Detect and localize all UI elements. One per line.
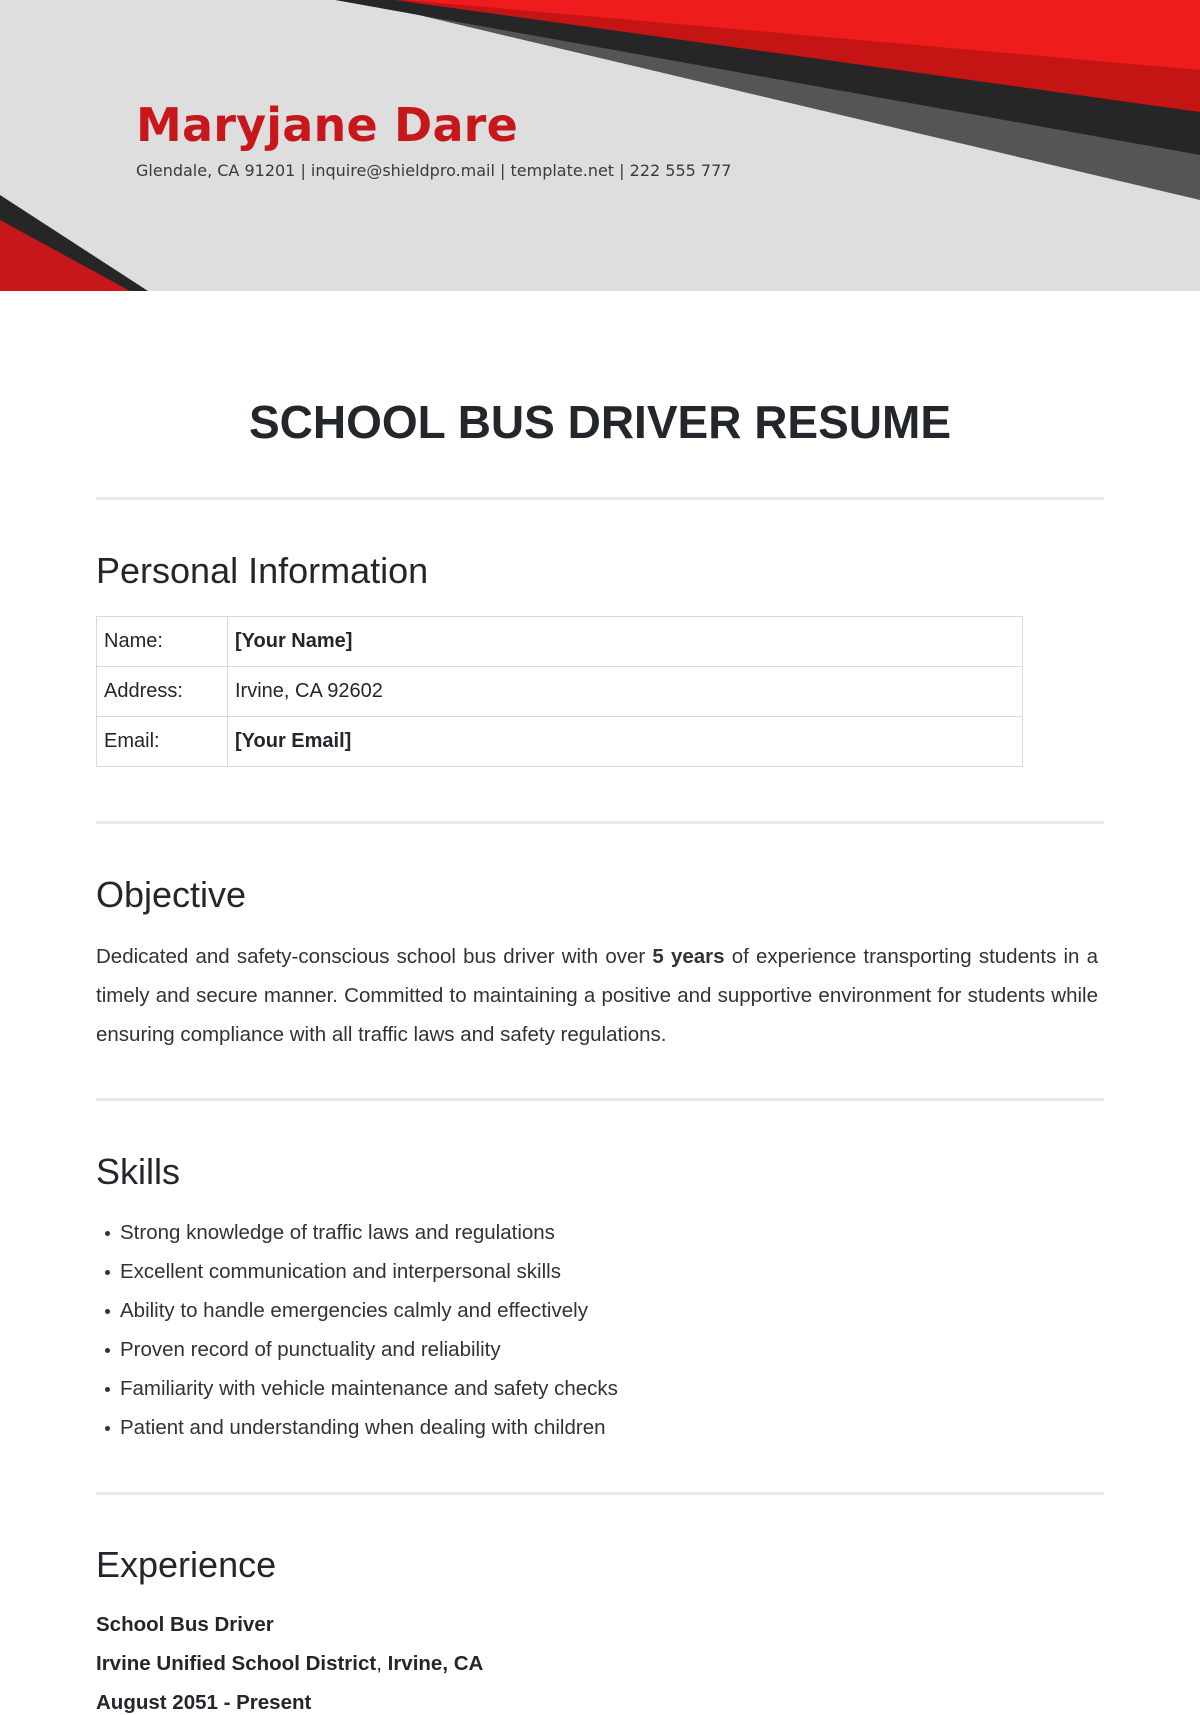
divider [96,1098,1104,1101]
list-item: Proven record of punctuality and reliability [96,1330,1096,1369]
experience-heading: Experience [96,1544,277,1585]
list-item: Strong knowledge of traffic laws and regulations [96,1213,1096,1252]
employer-location: Irvine, CA [387,1652,484,1675]
objective-highlight: 5 years [652,945,725,968]
address-value: Irvine, CA 92602 [228,667,1023,717]
personal-info-table [96,616,1023,767]
address-label: Address: [97,667,228,717]
skills-heading: Skills [96,1151,181,1192]
list-item: Patient and understanding when dealing with children [96,1408,1096,1447]
employer-separator: , [376,1652,388,1675]
objective-text-start: Dedicated and safety-conscious school bus driver with over [96,945,653,968]
name-value: [Your Name] [228,617,1023,667]
job-title: School Bus Driver [96,1613,274,1636]
divider [96,821,1104,824]
job-dates: August 2051 - Present [96,1691,312,1714]
email-label: Email: [97,717,228,767]
objective-text [96,937,1098,1054]
divider [96,497,1104,500]
table-row [97,667,1023,717]
list-item: Ability to handle emergencies calmly and effectively [96,1291,1096,1330]
table-row [97,617,1023,667]
employer-line [96,1652,483,1676]
document-title: SCHOOL BUS DRIVER RESUME [248,396,952,448]
employer-name: Irvine Unified School District [96,1652,377,1675]
table-row [97,717,1023,767]
header-banner [0,0,1200,291]
contact-line: Glendale, CA 91201 | inquire@shieldpro.mail | template.net | 222 555 777 [136,161,732,180]
divider [96,1492,1104,1495]
list-item: Familiarity with vehicle maintenance and safety checks [96,1369,1096,1408]
personal-info-heading: Personal Information [96,550,429,591]
applicant-name: Maryjane Dare [136,98,518,152]
name-label: Name: [97,617,228,667]
list-item: Excellent communication and interpersonal skills [96,1252,1096,1291]
skills-list [96,1213,1096,1447]
email-value: [Your Email] [228,717,1023,767]
objective-text-end: of experience transporting students in a timely and secure manner. Committed to maintaining a positive and supportive environment for students while ensuring compliance with all traffic laws and safety regulations. [96,945,1099,1046]
objective-heading: Objective [96,874,247,915]
